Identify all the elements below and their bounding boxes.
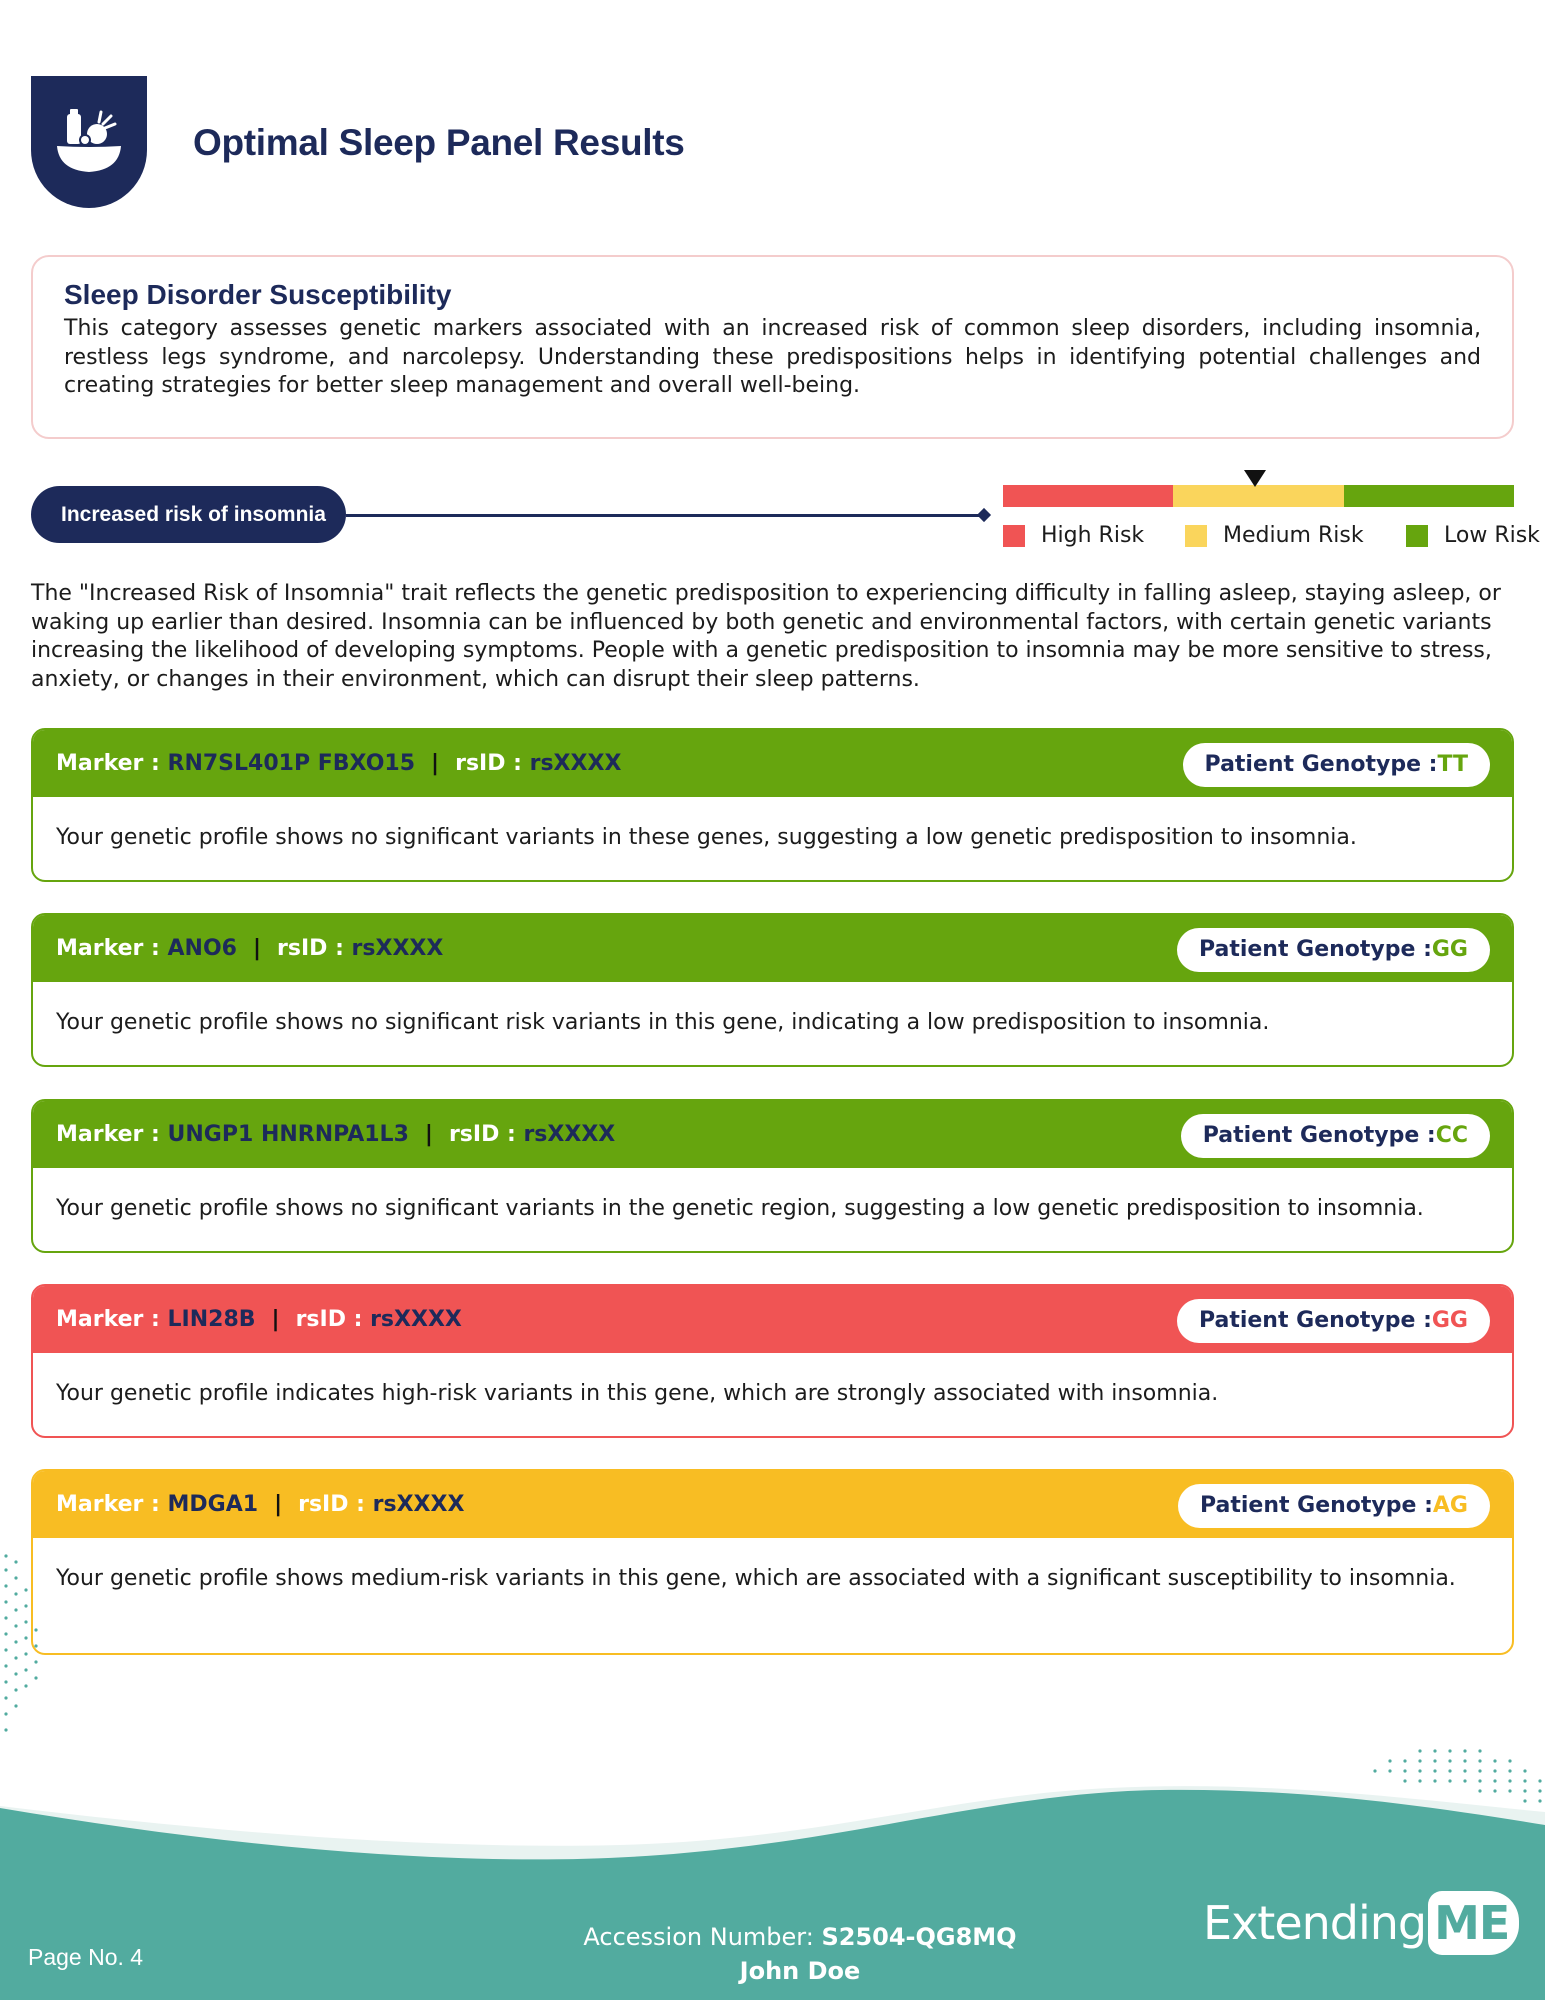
marker-card <box>31 1099 1514 1253</box>
risk-segment-high <box>1003 485 1173 507</box>
trait-description: The "Increased Risk of Insomnia" trait reflects the genetic predisposition to experiencing difficulty in falling asleep, staying asleep, or waking up earlier than desired. Insomnia can be influenced by both genetic and environmental factors, with certain genetic variants increasing the likelihood of developing symptoms. People with a genetic predisposition to insomnia may be more sensitive to stress, anxiety, or changes in their environment, which can disrupt their sleep patterns. <box>31 581 1501 692</box>
marker-description: Your genetic profile shows no significant risk variants in this gene, indicating a low predisposition to insomnia. <box>56 1010 1270 1035</box>
genotype-label: Patient Genotype : <box>1204 752 1438 777</box>
genotype-badge <box>1178 1484 1490 1528</box>
rsid-value: rsXXXX <box>351 936 444 961</box>
separator: | <box>274 1492 283 1517</box>
legend-low <box>1406 523 1540 548</box>
trait-connector-line <box>346 514 984 517</box>
rsid-value: rsXXXX <box>529 751 622 776</box>
legend-medium <box>1185 523 1364 548</box>
brand-text: Extending <box>1203 1896 1427 1950</box>
legend-swatch-medium <box>1185 525 1207 547</box>
risk-pointer-icon <box>1244 470 1266 487</box>
separator: | <box>271 1307 280 1332</box>
marker-gene: UNGP1 HNRNPA1L3 <box>167 1122 409 1147</box>
genotype-badge <box>1181 1114 1490 1158</box>
genotype-label: Patient Genotype : <box>1198 937 1432 962</box>
trait-connector-dot <box>977 508 991 522</box>
marker-gene: ANO6 <box>167 936 237 961</box>
decorative-dots-left <box>0 1550 50 1750</box>
marker-card <box>31 728 1514 882</box>
marker-description: Your genetic profile indicates high-risk variants in this gene, which are strongly associated with insomnia. <box>56 1381 1219 1406</box>
marker-gene: RN7SL401P FBXO15 <box>167 751 416 776</box>
rsid-value: rsXXXX <box>523 1122 616 1147</box>
genotype-value: GG <box>1431 1308 1468 1333</box>
patient-name: John Doe <box>739 1957 861 1985</box>
marker-description: Your genetic profile shows no significant variants in the genetic region, suggesting a low genetic predisposition to insomnia. <box>56 1196 1424 1221</box>
marker-description: Your genetic profile shows medium-risk variants in this gene, which are associated with a significant susceptibility to insomnia. <box>56 1566 1456 1591</box>
marker-card <box>31 1284 1514 1438</box>
marker-card <box>31 913 1514 1067</box>
marker-header <box>33 1101 1512 1168</box>
marker-label: Marker : <box>56 1492 168 1517</box>
logo-badge <box>31 76 147 208</box>
genotype-value: TT <box>1437 752 1468 777</box>
rsid-label: rsID : <box>298 1492 373 1517</box>
rsid-label: rsID : <box>277 936 352 961</box>
marker-label: Marker : <box>56 1307 168 1332</box>
rsid-value: rsXXXX <box>372 1492 465 1517</box>
genotype-badge <box>1177 1299 1490 1343</box>
legend-label-low: Low Risk <box>1444 523 1540 548</box>
accession-number: S2504-QG8MQ <box>821 1923 1017 1951</box>
page-number: Page No. 4 <box>28 1944 144 1970</box>
genotype-label: Patient Genotype : <box>1199 1493 1433 1518</box>
genotype-value: AG <box>1432 1493 1468 1518</box>
marker-description: Your genetic profile shows no significant variants in these genes, suggesting a low genetic predisposition to insomnia. <box>56 825 1357 850</box>
separator: | <box>424 1122 433 1147</box>
genotype-label: Patient Genotype : <box>1202 1123 1436 1148</box>
brand-logo <box>1203 1891 1519 1955</box>
category-title: Sleep Disorder Susceptibility <box>64 279 452 310</box>
brand-badge: ME <box>1428 1891 1519 1955</box>
marker-label: Marker : <box>56 936 168 961</box>
separator: | <box>252 936 262 961</box>
marker-label: Marker : <box>56 751 168 776</box>
genotype-label: Patient Genotype : <box>1198 1308 1432 1333</box>
category-description: This category assesses genetic markers associated with an increased risk of common sleep disorders, including insomnia, restless legs syndrome, and narcolepsy. Understanding these predispositions helps in identifying potential challenges and creating strategies for better sleep management and overall well-being. <box>64 316 1481 398</box>
risk-segment-medium <box>1173 485 1343 507</box>
genotype-value: CC <box>1435 1123 1468 1148</box>
accession-block <box>580 1920 1020 1988</box>
legend-high <box>1003 523 1144 548</box>
risk-scale-bar <box>1003 485 1514 507</box>
marker-label: Marker : <box>56 1122 168 1147</box>
risk-segment-low <box>1344 485 1514 507</box>
accession-label: Accession Number: <box>583 1923 822 1951</box>
food-bowl-icon <box>53 106 125 178</box>
legend-swatch-high <box>1003 525 1025 547</box>
separator: | <box>431 751 440 776</box>
marker-gene: MDGA1 <box>167 1492 259 1517</box>
rsid-label: rsID : <box>295 1307 371 1332</box>
legend-label-high: High Risk <box>1041 523 1145 548</box>
genotype-badge <box>1177 928 1490 972</box>
marker-header <box>33 1471 1512 1538</box>
legend-swatch-low <box>1406 525 1428 547</box>
rsid-label: rsID : <box>448 1122 524 1147</box>
legend-label-medium: Medium Risk <box>1223 523 1364 548</box>
trait-label: Increased risk of insomnia <box>31 486 346 543</box>
page-title: Optimal Sleep Panel Results <box>193 122 685 163</box>
marker-header <box>33 915 1512 982</box>
accession-line <box>580 1920 1020 1954</box>
genotype-value: GG <box>1431 937 1468 962</box>
marker-header <box>33 730 1512 797</box>
rsid-value: rsXXXX <box>370 1307 462 1332</box>
marker-header <box>33 1286 1512 1353</box>
category-intro-card <box>31 255 1514 439</box>
rsid-label: rsID : <box>455 751 530 776</box>
marker-gene: LIN28B <box>167 1307 256 1332</box>
genotype-badge <box>1183 743 1490 787</box>
marker-card <box>31 1469 1514 1655</box>
